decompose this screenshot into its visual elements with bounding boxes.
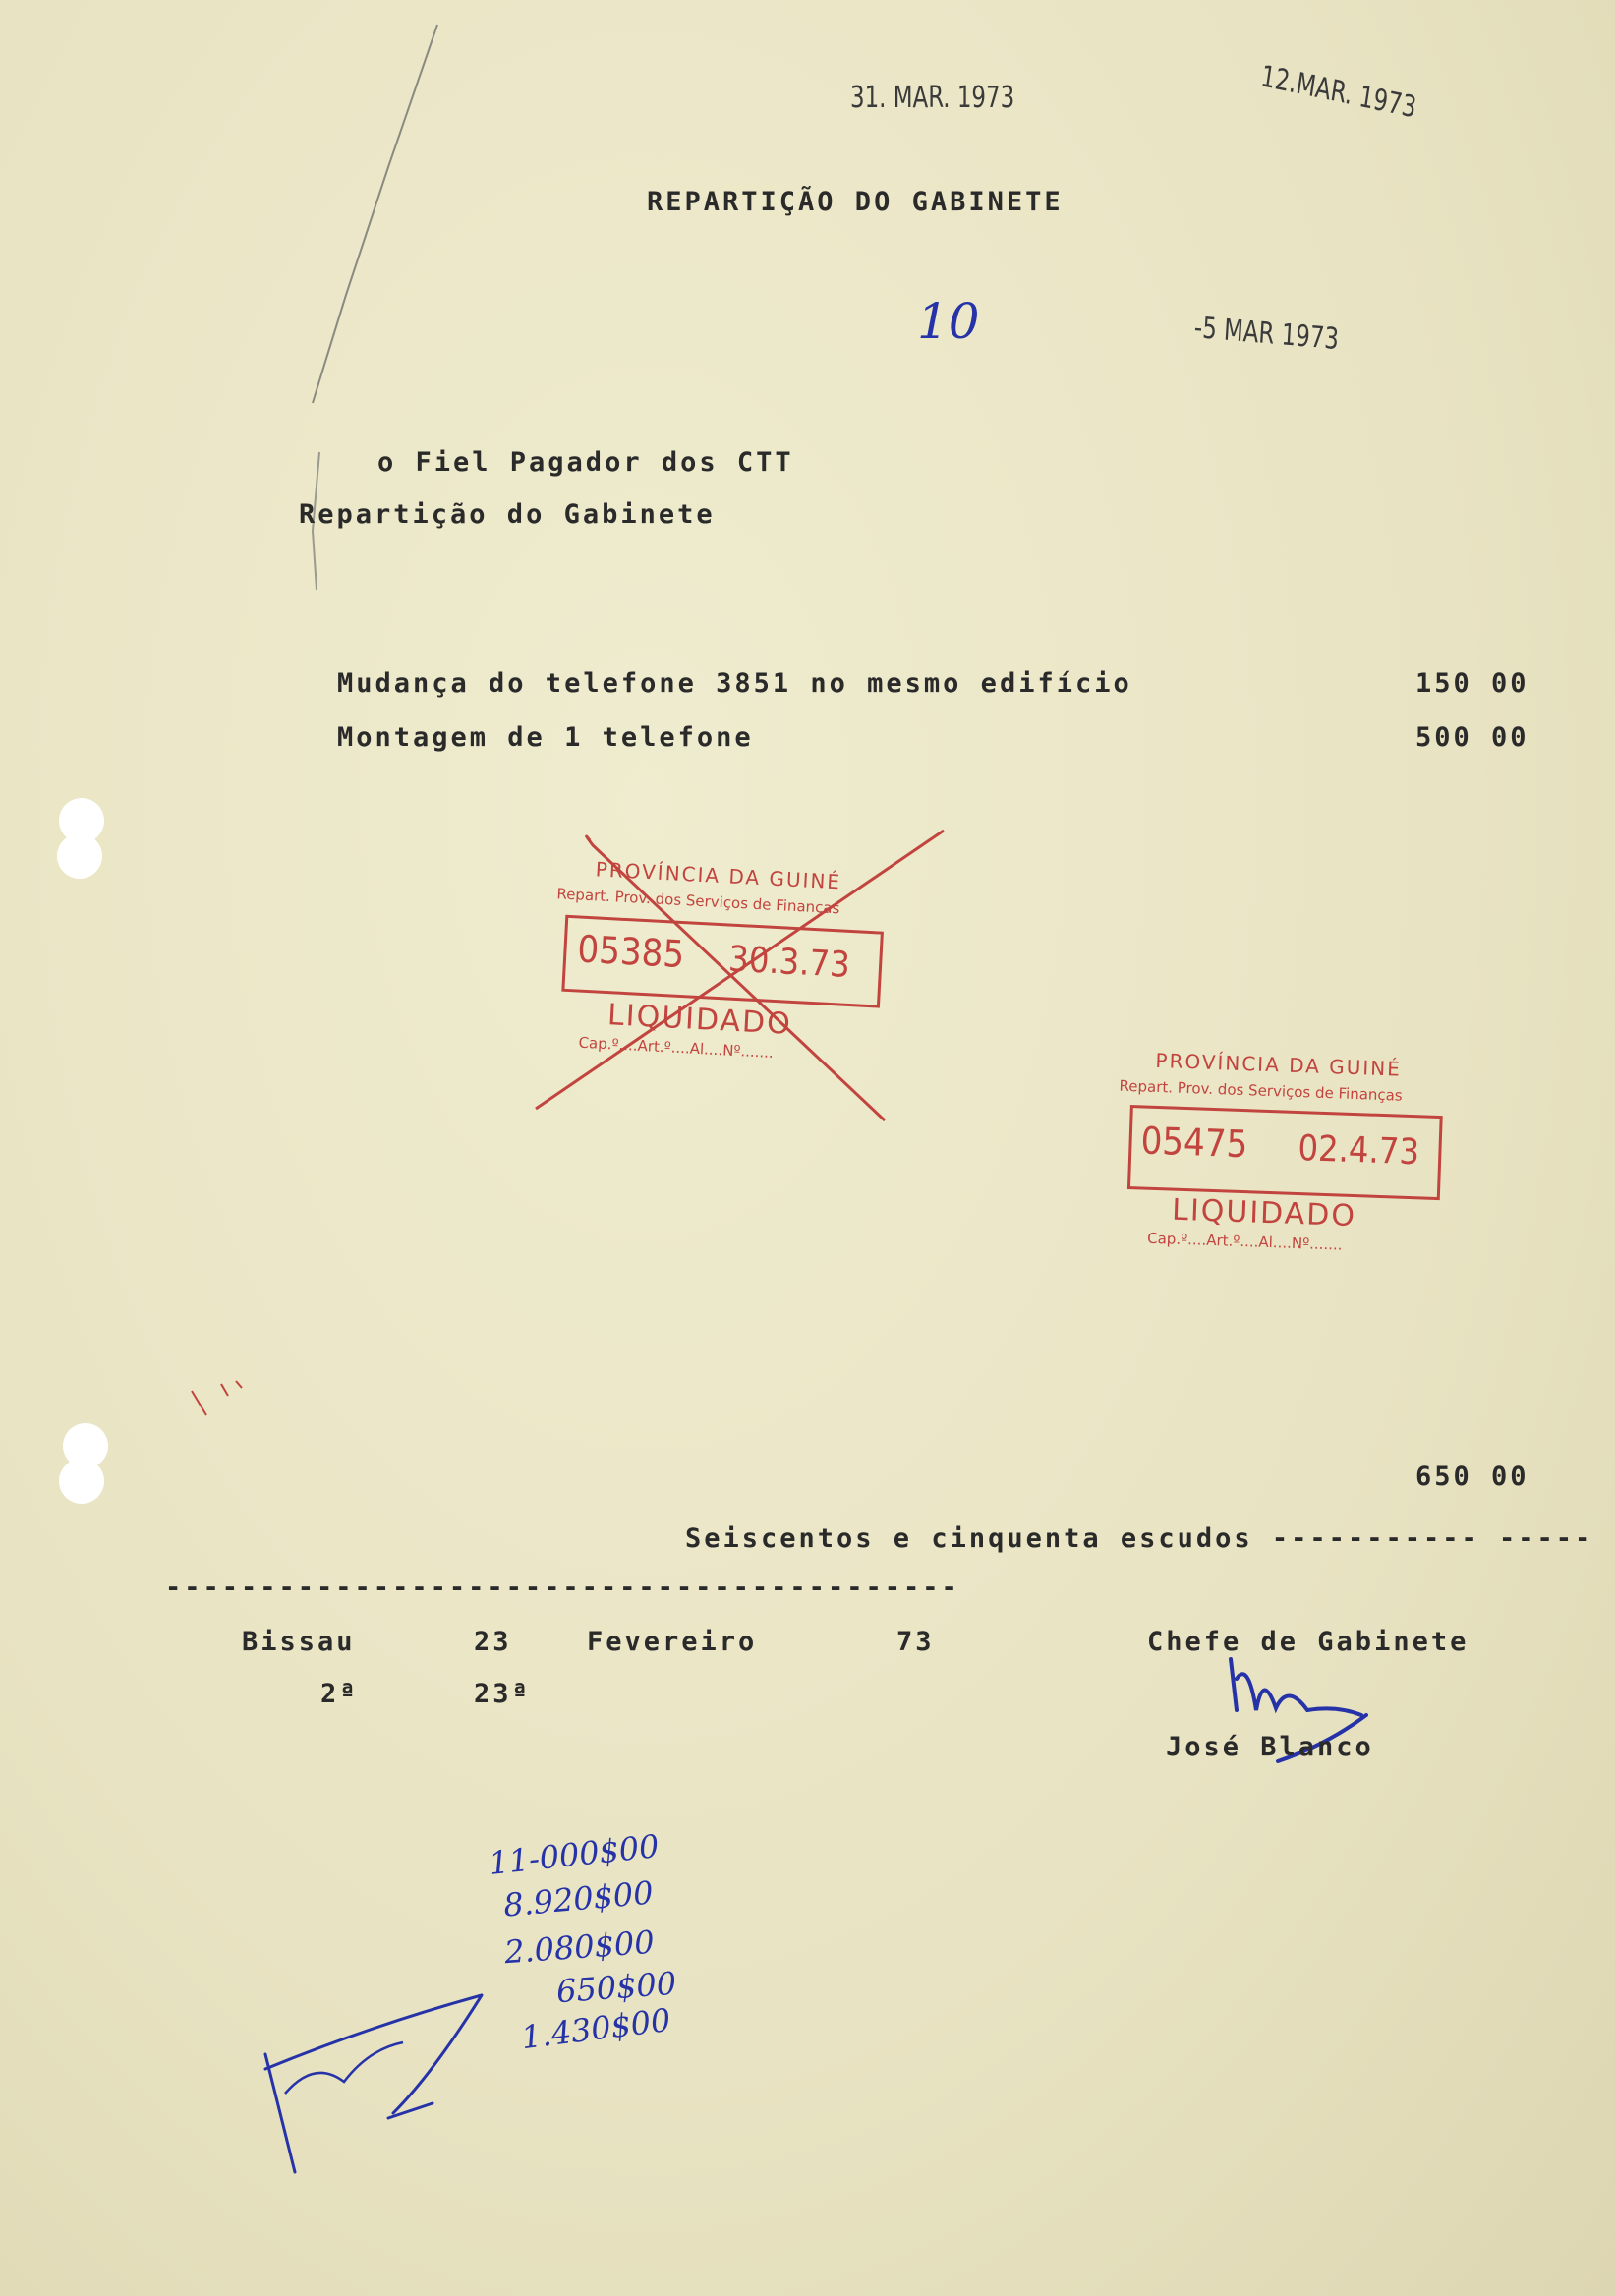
stamp-reference: Cap.º....Art.º....Al....Nº....... <box>1146 1229 1343 1254</box>
handwritten-number: 10 <box>917 293 980 350</box>
handwritten-sum: 11-000$00 <box>487 1827 662 1882</box>
liquidation-stamp <box>1107 1047 1487 1276</box>
total-in-words: Seiscentos e cinquenta escudos ----------- ----- <box>685 1523 1594 1554</box>
code: 2ª <box>320 1679 359 1709</box>
signatory-title: Chefe de Gabinete <box>1147 1627 1470 1657</box>
stamp-number: 05475 <box>1139 1119 1249 1167</box>
place-month: Fevereiro <box>587 1627 758 1657</box>
item-amount: 500 00 <box>1415 722 1529 753</box>
code: 23ª <box>474 1679 531 1709</box>
addressee-line-2: Repartição do Gabinete <box>299 499 716 530</box>
stamp-status: LIQUIDADO <box>1171 1192 1357 1234</box>
signatory-name: José Blanco <box>1166 1732 1374 1762</box>
handwritten-sum: 650$00 <box>554 1964 678 2011</box>
stamp-department: Repart. Prov. dos Serviços de Finanças <box>1119 1076 1403 1105</box>
item-description: Montagem de 1 telefone <box>337 722 754 753</box>
stamp-status: LIQUIDADO <box>606 998 793 1042</box>
place-year: 73 <box>896 1627 935 1657</box>
separator-line: ------------------------------------------ <box>165 1573 960 1603</box>
addressee-line-1: o Fiel Pagador dos CTT <box>377 447 794 478</box>
stamp-date: 02.4.73 <box>1297 1128 1420 1174</box>
handwritten-sum: 2.080$00 <box>502 1923 656 1972</box>
received-date-stamp-right: 12.MAR. 1973 <box>1258 59 1419 126</box>
place-day: 23 <box>474 1627 512 1657</box>
stamp-province: PROVÍNCIA DA GUINÉ <box>595 857 842 894</box>
stamp-department: Repart. Prov. dos Serviços de Finanças <box>556 885 840 918</box>
total-amount: 650 00 <box>1415 1462 1529 1492</box>
stamp-reference: Cap.º....Art.º....Al....Nº....... <box>578 1033 775 1062</box>
item-amount: 150 00 <box>1415 668 1529 699</box>
stamp-date: 30.3.73 <box>727 939 851 986</box>
received-date-stamp-center: 31. MAR. 1973 <box>850 81 1015 115</box>
item-description: Mudança do telefone 3851 no mesmo edifício <box>337 668 1132 699</box>
received-date-stamp-third: -5 MAR 1973 <box>1192 311 1340 358</box>
place-city: Bissau <box>242 1627 356 1657</box>
stamp-number: 05385 <box>576 927 686 977</box>
document-title: REPARTIÇÃO DO GABINETE <box>647 187 1064 217</box>
handwritten-sum: 1.430$00 <box>519 2000 673 2057</box>
handwritten-sum: 8.920$00 <box>501 1873 656 1924</box>
stamp-province: PROVÍNCIA DA GUINÉ <box>1155 1048 1403 1081</box>
